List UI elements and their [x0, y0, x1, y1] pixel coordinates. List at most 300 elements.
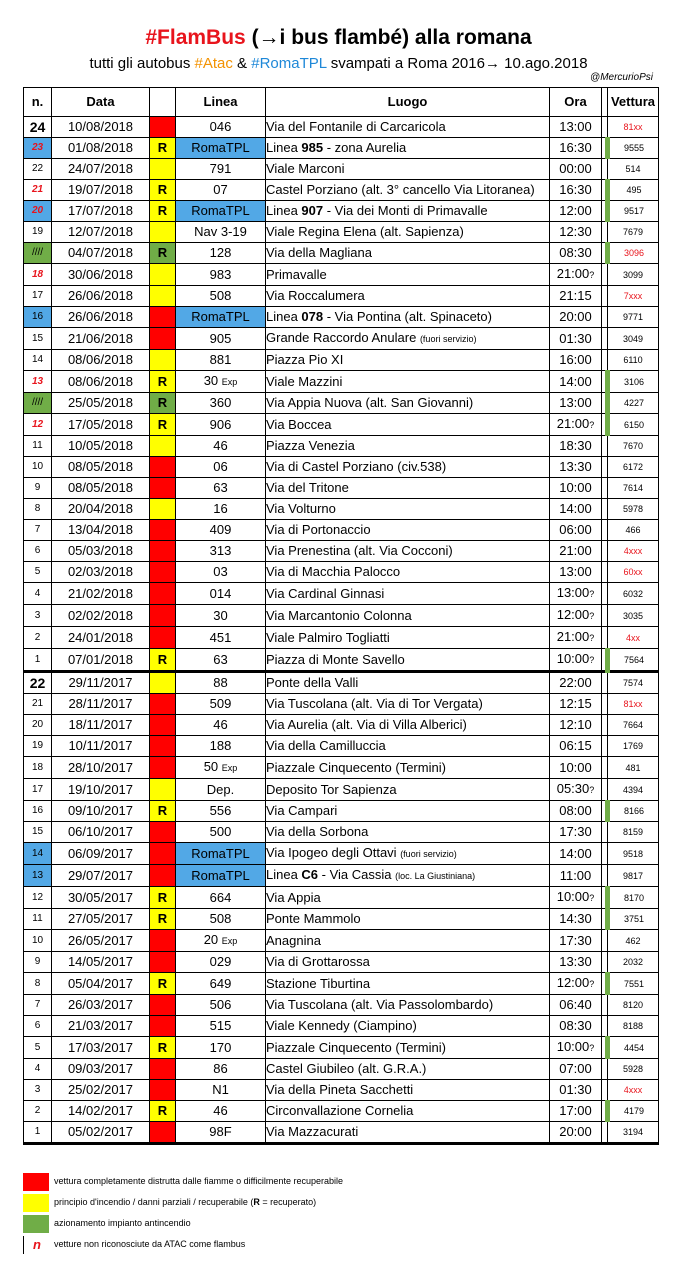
line-number: 509	[209, 696, 232, 711]
table-row	[24, 1122, 659, 1144]
row-number: 11	[24, 436, 52, 457]
place-text: Via di Grottarossa	[266, 954, 370, 969]
row-line	[176, 909, 266, 930]
row-line	[176, 995, 266, 1016]
line-number: 515	[209, 1018, 232, 1033]
table-row	[24, 243, 659, 264]
row-vehicle: 3035	[608, 605, 659, 627]
time-value: 13:30	[559, 459, 592, 474]
place-text: Via Mazzacurati	[266, 1124, 359, 1139]
row-place	[266, 1037, 550, 1059]
row-time	[550, 1101, 602, 1122]
row-time	[550, 930, 602, 952]
line-number: 46	[213, 438, 228, 453]
row-place	[266, 264, 550, 286]
row-place	[266, 627, 550, 649]
row-status	[150, 694, 176, 715]
place-text: - Via Cassia	[318, 867, 396, 882]
header-n: n.	[24, 88, 52, 117]
row-status	[150, 865, 176, 887]
row-line	[176, 694, 266, 715]
row-vehicle: 7xxx	[608, 286, 659, 307]
place-text: Via Appia	[266, 889, 321, 905]
row-vehicle: 495	[608, 180, 659, 201]
line-number: 905	[209, 330, 232, 346]
row-place	[266, 562, 550, 583]
row-date: 02/03/2018	[52, 562, 150, 583]
time-value: 06:15	[559, 738, 592, 753]
table-row	[24, 520, 659, 541]
row-date: 14/02/2017	[52, 1101, 150, 1122]
row-line	[176, 243, 266, 264]
place-text: Via Appia Nuova (alt. San Giovanni)	[266, 395, 474, 410]
row-status	[150, 779, 176, 801]
row-time	[550, 1059, 602, 1080]
row-vehicle: 9817	[608, 865, 659, 887]
line-number: 98F	[209, 1124, 232, 1139]
row-status	[150, 952, 176, 973]
row-time	[550, 371, 602, 393]
time-value: 21:00	[556, 416, 590, 431]
row-status	[150, 117, 176, 138]
row-number: 23	[24, 138, 52, 159]
line-number: RomaTPL	[191, 203, 250, 218]
row-line	[176, 264, 266, 286]
row-time	[550, 414, 602, 436]
place-text: Stazione Tiburtina	[266, 975, 371, 991]
row-place	[266, 952, 550, 973]
row-line	[176, 1059, 266, 1080]
row-number: 18	[24, 757, 52, 779]
row-time	[550, 222, 602, 243]
time-value: 17:30	[559, 932, 592, 948]
row-time	[550, 649, 602, 672]
row-number: 7	[24, 520, 52, 541]
row-place	[266, 605, 550, 627]
place-text: Linea	[266, 309, 302, 324]
line-number: 649	[209, 975, 232, 991]
time-value: 17:30	[559, 824, 592, 839]
time-value: 13:00	[556, 585, 590, 600]
time-value: 21:15	[559, 288, 592, 303]
row-line	[176, 822, 266, 843]
row-date: 21/02/2018	[52, 583, 150, 605]
row-number: 15	[24, 328, 52, 350]
place-text: Via di Portonaccio	[266, 522, 371, 537]
row-date: 08/05/2018	[52, 478, 150, 499]
time-value: 10:00	[559, 480, 592, 495]
row-date: 20/04/2018	[52, 499, 150, 520]
romatpl-hashtag: #RomaTPL	[251, 55, 327, 72]
place-text: Primavalle	[266, 266, 327, 282]
legend-text: = recuperato)	[259, 1197, 317, 1207]
place-text: Via Ipogeo degli Ottavi	[266, 845, 401, 860]
line-number: 313	[209, 543, 232, 558]
time-value: 06:00	[559, 522, 592, 537]
row-vehicle: 2032	[608, 952, 659, 973]
row-vehicle: 4xxx	[608, 1080, 659, 1101]
table-row	[24, 672, 659, 694]
time-value: 18:30	[559, 438, 592, 453]
row-date: 28/10/2017	[52, 757, 150, 779]
row-date: 09/10/2017	[52, 801, 150, 822]
row-place	[266, 757, 550, 779]
place-text: Via Tuscolana (alt. Via di Tor Vergata)	[266, 696, 483, 711]
time-value: 12:30	[559, 224, 592, 239]
time-value: 10:00	[556, 1039, 590, 1054]
row-number: 5	[24, 562, 52, 583]
place-text: Anagnina	[266, 932, 321, 948]
row-number: 24	[24, 117, 52, 138]
table-row	[24, 371, 659, 393]
row-date: 08/05/2018	[52, 457, 150, 478]
place-text: Ponte Mammolo	[266, 911, 361, 926]
place-text: Via della Pineta Sacchetti	[266, 1082, 414, 1097]
time-uncertain: ?	[589, 979, 595, 989]
row-vehicle: 8170	[608, 887, 659, 909]
row-line	[176, 843, 266, 865]
row-place	[266, 436, 550, 457]
row-status: R	[150, 393, 176, 414]
table-row	[24, 159, 659, 180]
time-value: 13:00	[559, 564, 592, 579]
line-number: 30	[213, 607, 228, 623]
table-row	[24, 1037, 659, 1059]
line-number: 451	[209, 629, 232, 645]
row-date: 30/06/2018	[52, 264, 150, 286]
row-vehicle: 8120	[608, 995, 659, 1016]
row-status: R	[150, 371, 176, 393]
time-value: 16:30	[559, 140, 592, 155]
row-vehicle: 9771	[608, 307, 659, 328]
table-row	[24, 1059, 659, 1080]
row-date: 19/07/2018	[52, 180, 150, 201]
table-header-row	[24, 88, 659, 117]
line-number: RomaTPL	[191, 309, 250, 324]
place-text: Linea	[266, 867, 302, 882]
place-note: (fuori servizio)	[419, 334, 477, 344]
row-place	[266, 520, 550, 541]
row-date: 05/03/2018	[52, 541, 150, 562]
place-text: Piazza di Monte Savello	[266, 651, 405, 667]
place-line: 078	[301, 309, 324, 324]
row-place	[266, 973, 550, 995]
row-date: 17/03/2017	[52, 1037, 150, 1059]
table-row	[24, 350, 659, 371]
row-place	[266, 457, 550, 478]
line-number: 508	[209, 288, 232, 303]
table-row	[24, 909, 659, 930]
line-number: RomaTPL	[191, 845, 250, 861]
row-time	[550, 801, 602, 822]
table-row	[24, 930, 659, 952]
row-line	[176, 779, 266, 801]
legend-swatch-red	[23, 1173, 49, 1191]
time-value: 20:00	[559, 1124, 592, 1139]
row-date: 02/02/2018	[52, 605, 150, 627]
row-vehicle: 81xx	[608, 117, 659, 138]
row-vehicle: 4454	[608, 1037, 659, 1059]
legend-item-n	[23, 1234, 263, 1255]
table-row	[24, 973, 659, 995]
row-line	[176, 180, 266, 201]
row-time	[550, 562, 602, 583]
row-status	[150, 843, 176, 865]
row-line	[176, 973, 266, 995]
time-uncertain: ?	[589, 785, 595, 795]
row-vehicle: 514	[608, 159, 659, 180]
table-row	[24, 457, 659, 478]
table-row	[24, 801, 659, 822]
row-time	[550, 307, 602, 328]
row-place	[266, 243, 550, 264]
table-row	[24, 541, 659, 562]
time-value: 12:10	[559, 717, 592, 732]
place-line: 985	[301, 140, 324, 155]
time-value: 21:00	[559, 543, 592, 558]
row-status	[150, 457, 176, 478]
row-date: 25/02/2017	[52, 1080, 150, 1101]
row-date: 08/06/2018	[52, 371, 150, 393]
row-status	[150, 757, 176, 779]
row-status	[150, 159, 176, 180]
row-status: R	[150, 1037, 176, 1059]
time-value: 12:00	[556, 607, 590, 622]
row-status	[150, 307, 176, 328]
row-line	[176, 757, 266, 779]
legend-text: principio d'incendio / danni parziali / recuperabile (	[54, 1197, 254, 1207]
place-text: Linea	[266, 203, 302, 218]
place-text: Viale Regina Elena (alt. Sapienza)	[266, 224, 464, 239]
row-vehicle: 8159	[608, 822, 659, 843]
table-row	[24, 779, 659, 801]
time-value: 11:00	[559, 867, 592, 883]
row-place	[266, 541, 550, 562]
row-status	[150, 436, 176, 457]
row-number: 21	[24, 694, 52, 715]
legend-swatch-n: n	[23, 1236, 50, 1254]
place-text: Via della Magliana	[266, 245, 372, 260]
place-text: Viale Kennedy (Ciampino)	[266, 1018, 417, 1033]
row-line	[176, 952, 266, 973]
row-line	[176, 1122, 266, 1144]
row-status: R	[150, 649, 176, 672]
row-place	[266, 865, 550, 887]
row-line	[176, 541, 266, 562]
row-time	[550, 887, 602, 909]
table-row	[24, 328, 659, 350]
place-text: Piazza Pio XI	[266, 352, 344, 367]
row-time	[550, 1037, 602, 1059]
place-text: Grande Raccordo Anulare	[266, 330, 420, 345]
line-number: 508	[209, 911, 232, 926]
time-value: 22:00	[559, 675, 592, 690]
row-time	[550, 1016, 602, 1037]
row-number: 19	[24, 222, 52, 243]
time-uncertain: ?	[589, 589, 595, 599]
row-status: R	[150, 138, 176, 159]
row-line	[176, 371, 266, 393]
row-date: 26/03/2017	[52, 995, 150, 1016]
row-number: 13	[24, 865, 52, 887]
row-place	[266, 887, 550, 909]
legend-label: vettura completamente distrutta dalle fiamme o difficilmente recuperabile	[54, 1176, 343, 1186]
row-date: 26/06/2018	[52, 286, 150, 307]
row-place	[266, 909, 550, 930]
table-row	[24, 583, 659, 605]
place-text: Via Prenestina (alt. Via Cocconi)	[266, 543, 453, 558]
place-text: Circonvallazione Cornelia	[266, 1103, 414, 1118]
row-time	[550, 865, 602, 887]
table-row	[24, 1080, 659, 1101]
row-status	[150, 715, 176, 736]
table-row	[24, 627, 659, 649]
row-time	[550, 1080, 602, 1101]
row-number: 22	[24, 159, 52, 180]
row-vehicle: 7664	[608, 715, 659, 736]
table-row	[24, 694, 659, 715]
row-status	[150, 1016, 176, 1037]
row-number: 8	[24, 499, 52, 520]
row-vehicle: 7564	[608, 649, 659, 672]
place-text: Via di Macchia Palocco	[266, 564, 401, 579]
line-number: 500	[209, 824, 232, 839]
row-number: 10	[24, 930, 52, 952]
row-line	[176, 672, 266, 694]
row-place	[266, 307, 550, 328]
row-number: 3	[24, 605, 52, 627]
row-place	[266, 995, 550, 1016]
table-row	[24, 887, 659, 909]
row-place	[266, 1101, 550, 1122]
table-row	[24, 222, 659, 243]
place-text: Via Campari	[266, 803, 338, 818]
legend-label	[54, 1197, 316, 1207]
row-time	[550, 541, 602, 562]
row-status: R	[150, 801, 176, 822]
line-number: 506	[209, 997, 232, 1012]
row-line	[176, 414, 266, 436]
row-line	[176, 1037, 266, 1059]
row-place	[266, 801, 550, 822]
row-date: 18/11/2017	[52, 715, 150, 736]
place-text: Linea	[266, 140, 302, 155]
row-number: 18	[24, 264, 52, 286]
row-line	[176, 436, 266, 457]
row-place	[266, 478, 550, 499]
row-place	[266, 371, 550, 393]
row-vehicle: 4xx	[608, 627, 659, 649]
row-number: 16	[24, 307, 52, 328]
line-number: Dep.	[206, 781, 235, 797]
row-place	[266, 779, 550, 801]
table-row	[24, 138, 659, 159]
time-value: 14:00	[559, 845, 592, 861]
row-line	[176, 159, 266, 180]
place-text: Piazza Venezia	[266, 438, 355, 453]
row-status	[150, 562, 176, 583]
row-vehicle: 3049	[608, 328, 659, 350]
row-time	[550, 736, 602, 757]
row-vehicle: 6032	[608, 583, 659, 605]
place-text: - zona Aurelia	[323, 140, 407, 155]
legend-item-green	[23, 1213, 263, 1234]
place-text: - Via Pontina (alt. Spinaceto)	[323, 309, 492, 324]
row-number: ////	[24, 393, 52, 414]
time-value: 01:30	[559, 1082, 592, 1097]
row-number: 22	[24, 672, 52, 694]
row-status: R	[150, 973, 176, 995]
table-row	[24, 562, 659, 583]
row-date: 17/05/2018	[52, 414, 150, 436]
row-date: 04/07/2018	[52, 243, 150, 264]
row-time	[550, 138, 602, 159]
title-rest: (→i bus flambé) alla romana	[245, 26, 532, 49]
row-place	[266, 499, 550, 520]
row-line	[176, 222, 266, 243]
title-hashtag: #FlamBus	[145, 26, 246, 49]
table-row	[24, 499, 659, 520]
row-place	[266, 222, 550, 243]
row-time	[550, 117, 602, 138]
row-number: 6	[24, 541, 52, 562]
row-vehicle: 5928	[608, 1059, 659, 1080]
page-subtitle	[0, 55, 677, 72]
place-text: Via della Camilluccia	[266, 738, 386, 753]
row-number: 12	[24, 887, 52, 909]
line-number: 07	[213, 182, 228, 197]
line-number: RomaTPL	[191, 867, 250, 883]
row-line	[176, 286, 266, 307]
row-vehicle: 462	[608, 930, 659, 952]
row-time	[550, 520, 602, 541]
time-value: 12:00	[556, 975, 590, 990]
row-date: 24/01/2018	[52, 627, 150, 649]
table-row	[24, 952, 659, 973]
row-number: 17	[24, 779, 52, 801]
row-status: R	[150, 414, 176, 436]
time-value: 21:00	[556, 266, 590, 281]
place-note: (fuori servizio)	[400, 849, 457, 859]
row-time	[550, 499, 602, 520]
row-number: 5	[24, 1037, 52, 1059]
row-status	[150, 478, 176, 499]
row-date: 06/10/2017	[52, 822, 150, 843]
row-time	[550, 822, 602, 843]
subtitle-part: tutti gli autobus	[89, 55, 195, 72]
place-note: (loc. La Giustiniana)	[395, 871, 476, 881]
header-data: Data	[52, 88, 150, 117]
line-number: 983	[209, 266, 232, 282]
row-line	[176, 583, 266, 605]
row-date: 12/07/2018	[52, 222, 150, 243]
row-line	[176, 307, 266, 328]
row-number: 4	[24, 1059, 52, 1080]
row-place	[266, 350, 550, 371]
row-number: 15	[24, 822, 52, 843]
row-place	[266, 286, 550, 307]
row-number: 14	[24, 843, 52, 865]
row-place	[266, 694, 550, 715]
row-time	[550, 286, 602, 307]
row-number: 16	[24, 801, 52, 822]
row-date: 09/03/2017	[52, 1059, 150, 1080]
time-uncertain: ?	[589, 893, 595, 903]
row-vehicle: 8166	[608, 801, 659, 822]
row-vehicle: 3096	[608, 243, 659, 264]
row-status	[150, 583, 176, 605]
row-line	[176, 1016, 266, 1037]
